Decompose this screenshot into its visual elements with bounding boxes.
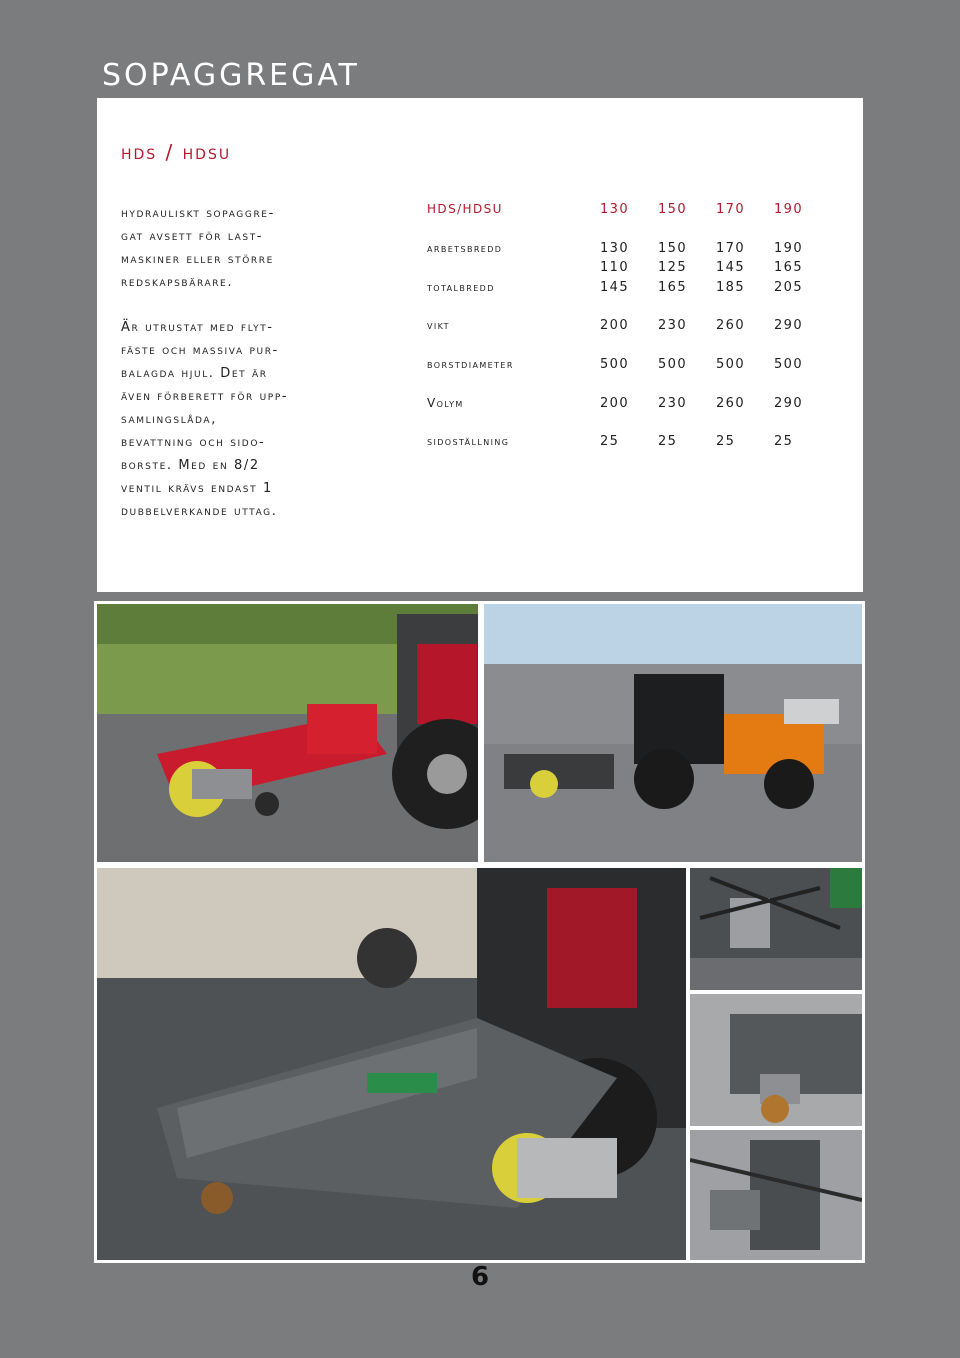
spec-value: 205 <box>774 280 804 295</box>
spec-value: 110 <box>600 260 630 275</box>
spec-value: 185 <box>716 280 746 295</box>
desc-line: maskiner eller större <box>121 252 274 267</box>
spec-value: 230 <box>658 396 688 411</box>
spec-header-value: 190 <box>774 202 804 217</box>
desc-line: gat avsett för last- <box>121 229 264 244</box>
spec-value: 500 <box>716 357 746 372</box>
desc-line: borste. Med en 8/2 <box>121 458 260 473</box>
spec-row-arbetsbredd <box>427 241 847 259</box>
desc-line: dubbelverkande uttag. <box>121 504 278 519</box>
spec-value: 200 <box>600 396 630 411</box>
spec-row-borstdiameter <box>427 357 847 375</box>
spec-value: 145 <box>600 280 630 295</box>
spec-row-totalbredd <box>427 280 847 298</box>
spec-value: 260 <box>716 318 746 333</box>
spec-label: sidoställning <box>427 434 510 448</box>
desc-line: även förberett för upp- <box>121 389 289 404</box>
spec-header-value: 170 <box>716 202 746 217</box>
spec-value: 145 <box>716 260 746 275</box>
spec-value: 200 <box>600 318 630 333</box>
spec-header-value: 130 <box>600 202 630 217</box>
desc-line: Är utrustat med flyt- <box>121 320 274 335</box>
photo-orange-tractor <box>484 604 862 862</box>
desc-line: ventil krävs endast 1 <box>121 481 273 496</box>
spec-label: vikt <box>427 318 450 332</box>
photo-grey-sweeper <box>97 868 686 1260</box>
spec-label: totalbredd <box>427 280 495 294</box>
spec-value: 125 <box>658 260 688 275</box>
photo-red-sweeper <box>97 604 478 862</box>
spec-row-volym <box>427 396 847 414</box>
spec-header-value: 150 <box>658 202 688 217</box>
spec-value: 25 <box>658 434 678 449</box>
description-paragraph-2 <box>121 316 391 523</box>
page-title: SOPAGGREGAT <box>102 58 360 93</box>
spec-value: 190 <box>774 241 804 256</box>
spec-value: 25 <box>716 434 736 449</box>
info-card <box>97 98 863 592</box>
desc-line: redskapsbärare. <box>121 275 234 290</box>
spec-row-arbetsbredd-2 <box>427 260 847 278</box>
photo-hitch-detail <box>690 1130 862 1260</box>
spec-header-row <box>427 202 847 220</box>
spec-header-label: HDS/HDSU <box>427 202 503 216</box>
spec-value: 500 <box>774 357 804 372</box>
desc-line: fäste och massiva pur- <box>121 343 279 358</box>
spec-row-sidostallning <box>427 434 847 452</box>
desc-line: hydrauliskt sopaggre- <box>121 206 275 221</box>
spec-value: 165 <box>774 260 804 275</box>
desc-line: balagda hjul. Det är <box>121 366 268 381</box>
photo-valve-detail <box>690 868 862 990</box>
page-number: 6 <box>470 1262 490 1292</box>
desc-line: samlingslåda, <box>121 412 217 427</box>
spec-value: 25 <box>774 434 794 449</box>
spec-value: 500 <box>658 357 688 372</box>
spec-value: 260 <box>716 396 746 411</box>
spec-label: Volym <box>427 396 464 410</box>
spec-value: 230 <box>658 318 688 333</box>
spec-label: arbetsbredd <box>427 241 503 255</box>
spec-value: 170 <box>716 241 746 256</box>
spec-row-vikt <box>427 318 847 336</box>
spec-value: 500 <box>600 357 630 372</box>
desc-line: bevattning och sido- <box>121 435 266 450</box>
spec-value: 290 <box>774 318 804 333</box>
spec-value: 25 <box>600 434 620 449</box>
spec-value: 165 <box>658 280 688 295</box>
photo-wheel-detail <box>690 994 862 1126</box>
product-subtitle: hds / hdsu <box>121 140 232 164</box>
spec-value: 150 <box>658 241 688 256</box>
description-paragraph-1 <box>121 202 391 294</box>
spec-value: 290 <box>774 396 804 411</box>
spec-label: borstdiameter <box>427 357 514 371</box>
spec-value: 130 <box>600 241 630 256</box>
